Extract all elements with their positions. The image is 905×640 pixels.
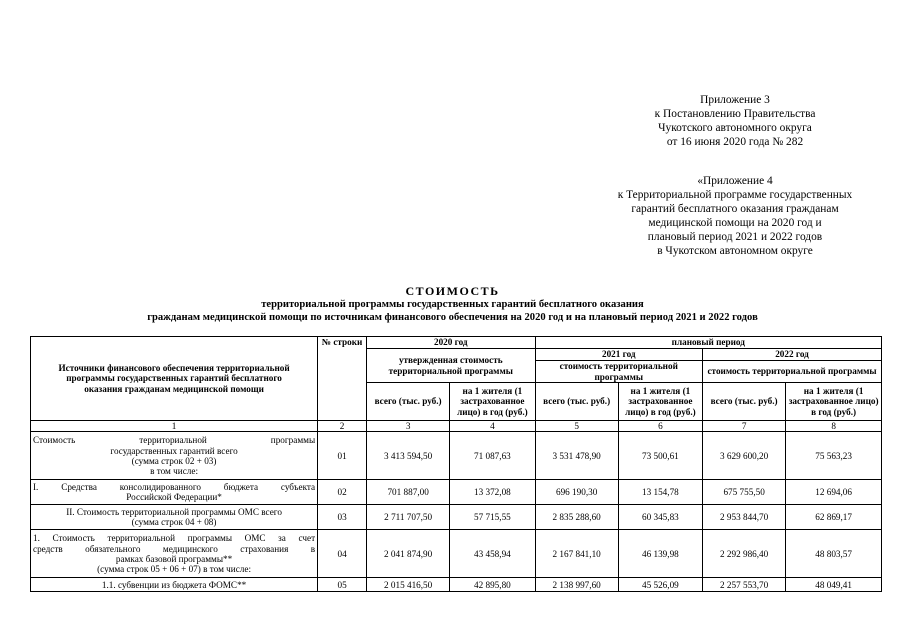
title-subtitle-line: гражданам медицинской помощи по источникам финансового обеспечения на 2020 год и на плановый период 2021 и 2022 годов [147, 311, 758, 323]
header-total-2022: всего (тыс. руб.) [703, 383, 786, 421]
header-approved-cost: утвержденная стоимость территориальной программы [367, 349, 536, 383]
value-cell: 701 887,00 [367, 480, 450, 505]
row-source-line: средств обязательного медицинского страхования в [33, 543, 316, 554]
value-cell: 42 895,80 [450, 578, 535, 592]
header-source: Источники финансового обеспечения территориальной программы государственных гарантий бесплатного оказания гражданам медицинской помощи [31, 337, 318, 421]
appendix-4-block [560, 174, 905, 258]
value-cell: 2 167 841,10 [535, 530, 618, 578]
title-main: СТОИМОСТЬ [405, 284, 500, 298]
value-cell: 46 139,98 [618, 530, 702, 578]
table-row [31, 432, 882, 480]
row-source [31, 505, 318, 530]
column-number: 2 [318, 421, 367, 432]
table-row [31, 530, 882, 578]
value-cell: 675 755,50 [703, 480, 786, 505]
row-number: 05 [318, 578, 367, 592]
column-number: 6 [618, 421, 702, 432]
row-source-line: рамках базовой программы** [115, 553, 233, 564]
row-source-line: Стоимость территориальной программы [33, 435, 316, 446]
row-number: 02 [318, 480, 367, 505]
column-number-row [31, 421, 882, 432]
row-source-line: (сумма строк 05 + 06 + 07) в том числе: [97, 564, 252, 575]
value-cell: 13 154,78 [618, 480, 702, 505]
table-row [31, 480, 882, 505]
column-number: 5 [535, 421, 618, 432]
value-cell: 3 629 600,20 [703, 432, 786, 480]
row-source-line: II. Стоимость территориальной программы ОМС всего [66, 507, 282, 517]
column-number: 8 [786, 421, 882, 432]
row-source [31, 480, 318, 505]
column-number: 3 [367, 421, 450, 432]
row-source-line: (сумма строк 04 + 08) [131, 517, 217, 528]
row-source [31, 530, 318, 578]
document-title [0, 284, 905, 324]
appendix-4-line: «Приложение 4 [697, 175, 773, 187]
header-total-2020: всего (тыс. руб.) [367, 383, 450, 421]
value-cell: 3 531 478,90 [535, 432, 618, 480]
header-row-number: № строки [318, 337, 367, 421]
header-planned-period: плановый период [535, 337, 881, 349]
value-cell: 3 413 594,50 [367, 432, 450, 480]
value-cell: 48 049,41 [786, 578, 882, 592]
header-program-cost-2022: стоимость территориальной программы [703, 361, 882, 383]
value-cell: 13 372,08 [450, 480, 535, 505]
header-year-2022: 2022 год [703, 349, 882, 361]
value-cell: 45 526,09 [618, 578, 702, 592]
value-cell: 696 190,30 [535, 480, 618, 505]
value-cell: 60 345,83 [618, 505, 702, 530]
row-number: 04 [318, 530, 367, 578]
appendix-4-line: к Территориальной программе государственных [617, 189, 853, 201]
header-year-2020: 2020 год [367, 337, 536, 349]
row-source-line: в том числе: [150, 466, 198, 477]
value-cell: 75 563,23 [786, 432, 882, 480]
row-source-line: 1. Стоимость территориальной программы ОМС за счет [33, 533, 316, 544]
value-cell: 2 953 844,70 [703, 505, 786, 530]
value-cell: 2 292 986,40 [703, 530, 786, 578]
title-subtitle-line: территориальной программы государственных гарантий бесплатного оказания [261, 299, 644, 310]
header-year-2021: 2021 год [535, 349, 702, 361]
row-source-line: 1.1. субвенции из бюджета ФОМС** [101, 579, 247, 590]
value-cell: 2 711 707,50 [367, 505, 450, 530]
appendix-4-line: гарантий бесплатного оказания гражданам [631, 203, 839, 215]
appendix-3-line: к Постановлению Правительства [654, 108, 816, 120]
header-total-2021: всего (тыс. руб.) [535, 383, 618, 421]
header-per-capita-2020: на 1 жителя (1 застрахованное лицо) в год (руб.) [450, 383, 535, 421]
value-cell: 2 041 874,90 [367, 530, 450, 578]
appendix-4-line: в Чукотском автономном округе [657, 245, 813, 257]
column-number: 1 [31, 421, 318, 432]
appendix-3-line: Приложение 3 [700, 94, 770, 106]
row-source-line: I. Средства консолидированного бюджета субъекта [33, 482, 316, 492]
row-number: 01 [318, 432, 367, 480]
appendix-4-line: медицинской помощи на 2020 год и [648, 217, 822, 229]
value-cell: 71 087,63 [450, 432, 535, 480]
appendix-3-line: от 16 июня 2020 года № 282 [666, 136, 804, 148]
appendix-3-line: Чукотского автономного округа [658, 122, 812, 134]
table-row [31, 505, 882, 530]
table-row [31, 578, 882, 592]
value-cell: 62 869,17 [786, 505, 882, 530]
row-source-line: Российской Федерации* [126, 492, 222, 503]
value-cell: 2 835 288,60 [535, 505, 618, 530]
header-row [31, 337, 882, 349]
row-source [31, 432, 318, 480]
value-cell: 48 803,57 [786, 530, 882, 578]
appendix-3-block [560, 93, 905, 149]
row-source-line: (сумма строк 02 + 03) [131, 455, 217, 466]
value-cell: 43 458,94 [450, 530, 535, 578]
appendix-4-line: плановый период 2021 и 2022 годов [647, 231, 823, 243]
row-source-line: государственных гарантий всего [110, 445, 238, 456]
cost-table [30, 336, 882, 592]
value-cell: 57 715,55 [450, 505, 535, 530]
value-cell: 2 015 416,50 [367, 578, 450, 592]
header-per-capita-2021: на 1 жителя (1 застрахованное лицо) в год (руб.) [618, 383, 702, 421]
column-number: 7 [703, 421, 786, 432]
row-number: 03 [318, 505, 367, 530]
header-program-cost-2021: стоимость территориальной программы [535, 361, 702, 383]
value-cell: 2 257 553,70 [703, 578, 786, 592]
value-cell: 2 138 997,60 [535, 578, 618, 592]
header-per-capita-2022: на 1 жителя (1 застрахованное лицо) в год (руб.) [786, 383, 882, 421]
column-number: 4 [450, 421, 535, 432]
value-cell: 12 694,06 [786, 480, 882, 505]
value-cell: 73 500,61 [618, 432, 702, 480]
row-source [31, 578, 318, 592]
